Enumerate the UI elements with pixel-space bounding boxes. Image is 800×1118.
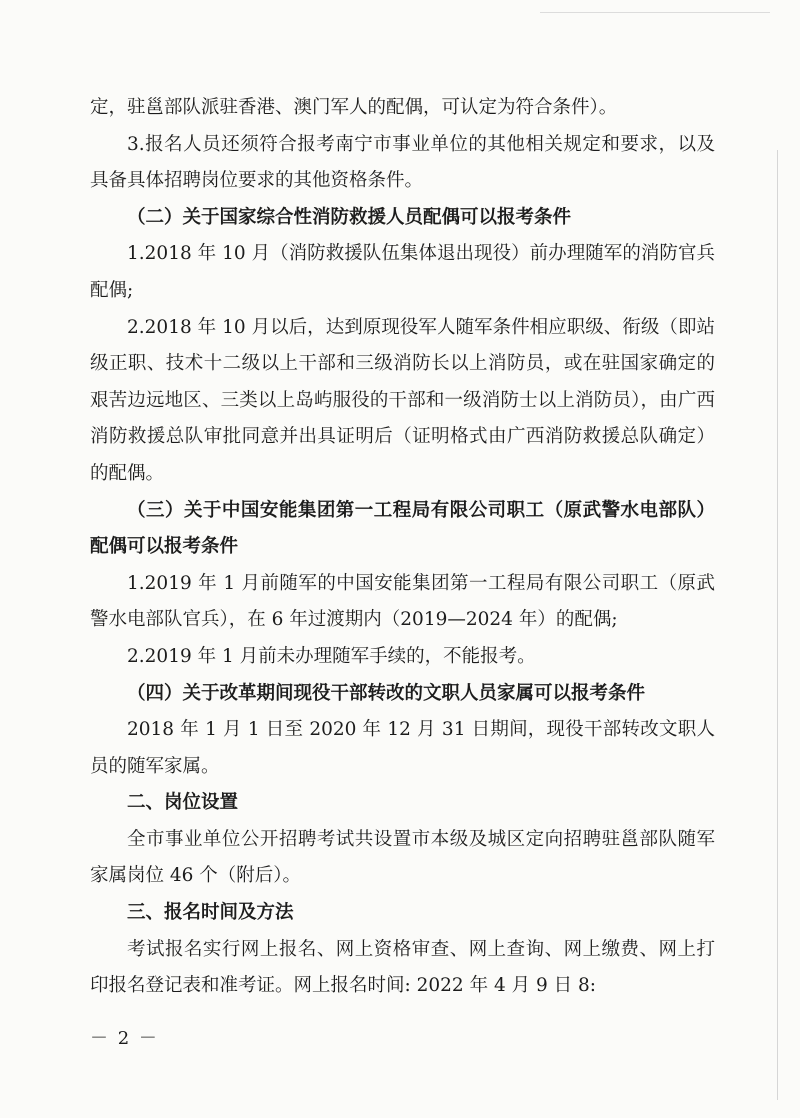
- scan-edge-right: [777, 150, 778, 1100]
- paragraph-8: 2.2019 年 1 月前未办理随军手续的，不能报考。: [127, 645, 536, 667]
- document-body: [90, 90, 715, 1005]
- paragraph-7: 1.2019 年 1 月前随军的中国安能集团第一工程局有限公司职工（原武警水电部队官兵），在 6 年过渡期内（2019—2024 年）的配偶;: [90, 572, 715, 631]
- scan-edge-top: [540, 12, 770, 13]
- paragraph-1: 定，驻邕部队派驻香港、澳门军人的配偶，可认定为符合条件）。: [90, 97, 618, 118]
- paragraph-14: 考试报名实行网上报名、网上资格审查、网上查询、网上缴费、网上打印报名登记表和准考证。网上报名时间: 2022 年 4 月 9 日 8:: [90, 938, 715, 997]
- paragraph-10: 2018 年 1 月 1 日至 2020 年 12 月 31 日期间，现役干部转改文职人员的随军家属。: [90, 719, 715, 777]
- section-heading-4: （四）关于改革期间现役干部转改的文职人员家属可以报考条件: [127, 682, 646, 704]
- section-heading-2: （二）关于国家综合性消防救援人员配偶可以报考条件: [127, 206, 572, 228]
- page-number: － 2 －: [90, 1028, 159, 1049]
- chapter-heading-registration: 三、报名时间及方法: [127, 902, 294, 924]
- chapter-heading-positions: 二、岗位设置: [127, 792, 239, 814]
- paragraph-2: 3.报名人员还须符合报考南宁市事业单位的其他相关规定和要求，以及具备具体招聘岗位要求的其他资格条件。: [90, 133, 715, 192]
- paragraph-4: 1.2018 年 10 月（消防救援队伍集体退出现役）前办理随军的消防官兵配偶;: [90, 243, 715, 301]
- paragraph-5: 2.2018 年 10 月以后，达到原现役军人随军条件相应职级、衔级（即站级正职、技术十二级以上干部和三级消防长以上消防员，或在驻国家确定的艰苦边远地区、三类以上岛屿服役的干部和一级消防士以上消防员），由广西消防救援总队审批同意并出具证明后（证明格式由广西消防救援总队确定）的配偶。: [90, 316, 715, 484]
- section-heading-3: （三）关于中国安能集团第一工程局有限公司职工（原武警水电部队）配偶可以报考条件: [90, 499, 715, 558]
- paragraph-12: 全市事业单位公开招聘考试共设置市本级及城区定向招聘驻邕部队随军家属岗位 46 个（附后）。: [90, 828, 715, 887]
